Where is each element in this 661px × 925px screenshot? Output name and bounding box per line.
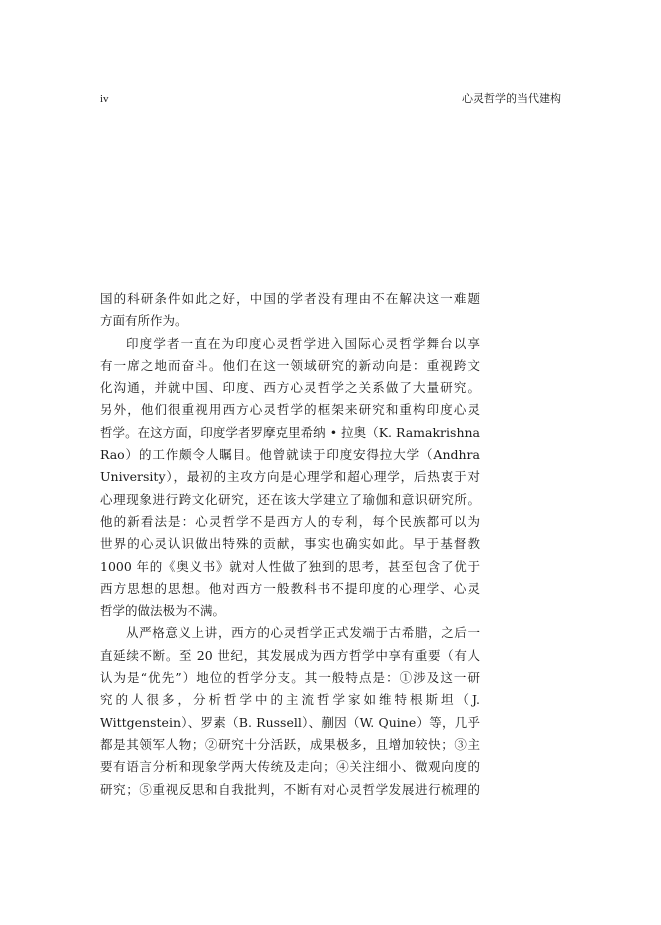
text-line: 印度学者一直在为印度心灵哲学进入国际心灵哲学舞台以享 [126, 335, 480, 351]
text-line: 都是其领军人物；②研究十分活跃，成果极多，且增加较快；③主 [100, 736, 480, 752]
text-line: 要有语言分析和现象学两大传统及走向；④关注细小、微观向度的 [100, 759, 480, 775]
text-line: 哲学的做法极为不满。 [100, 603, 226, 619]
text-line: 世界的心灵认识做出特殊的贡献，事实也确实如此。早于基督教 [100, 536, 480, 552]
text-line: 西方思想的思想。他对西方一般教科书不提印度的心理学、心灵 [100, 580, 480, 596]
text-line: 研究；⑤重视反思和自我批判，不断有对心灵哲学发展进行梳理的 [100, 781, 480, 797]
text-line: 化沟通，并就中国、印度、西方心灵哲学之关系做了大量研究。 [100, 380, 480, 396]
text-line: 他的新看法是：心灵哲学不是西方人的专利，每个民族都可以为 [100, 513, 480, 529]
text-line: University），最初的主攻方向是心理学和超心理学，后热衷于对 [100, 469, 480, 485]
text-line: 认为是“优先”）地位的哲学分支。其一般特点是：①涉及这一研 [100, 670, 480, 686]
text-line: 哲学。在这方面，印度学者罗摩克里希纳 • 拉奥（K. Ramakrishna [100, 424, 480, 440]
text-line: 直延续不断。至 20 世纪，其发展成为西方哲学中享有重要（有人 [100, 647, 480, 663]
text-line: 另外，他们很重视用西方心灵哲学的框架来研究和重构印度心灵 [100, 402, 480, 418]
text-line: 从严格意义上讲，西方的心灵哲学正式发端于古希腊，之后一 [126, 625, 480, 641]
text-line: 究的人很多，分析哲学中的主流哲学家如维特根斯坦（J. [100, 692, 480, 708]
text-line: Wittgenstein）、罗素（B. Russell）、蒯因（W. Quine）等，几乎 [100, 714, 480, 730]
text-line: 国的科研条件如此之好，中国的学者没有理由不在解决这一难题 [100, 291, 480, 306]
page-number: iv [100, 93, 109, 105]
text-line: 有一席之地而奋斗。他们在这一领域研究的新动向是：重视跨文 [100, 357, 480, 373]
running-title: 心灵哲学的当代建构 [462, 92, 561, 105]
text-line: 1000 年的《奥义书》就对人性做了独到的思考，甚至包含了优于 [100, 558, 480, 574]
text-line: 方面有所作为。 [100, 313, 188, 329]
body-text [100, 288, 480, 801]
text-line: Rao）的工作颇令人瞩目。他曾就读于印度安得拉大学（Andhra [100, 447, 480, 463]
text-line: 心理现象进行跨文化研究，还在该大学建立了瑜伽和意识研究所。 [100, 491, 480, 507]
